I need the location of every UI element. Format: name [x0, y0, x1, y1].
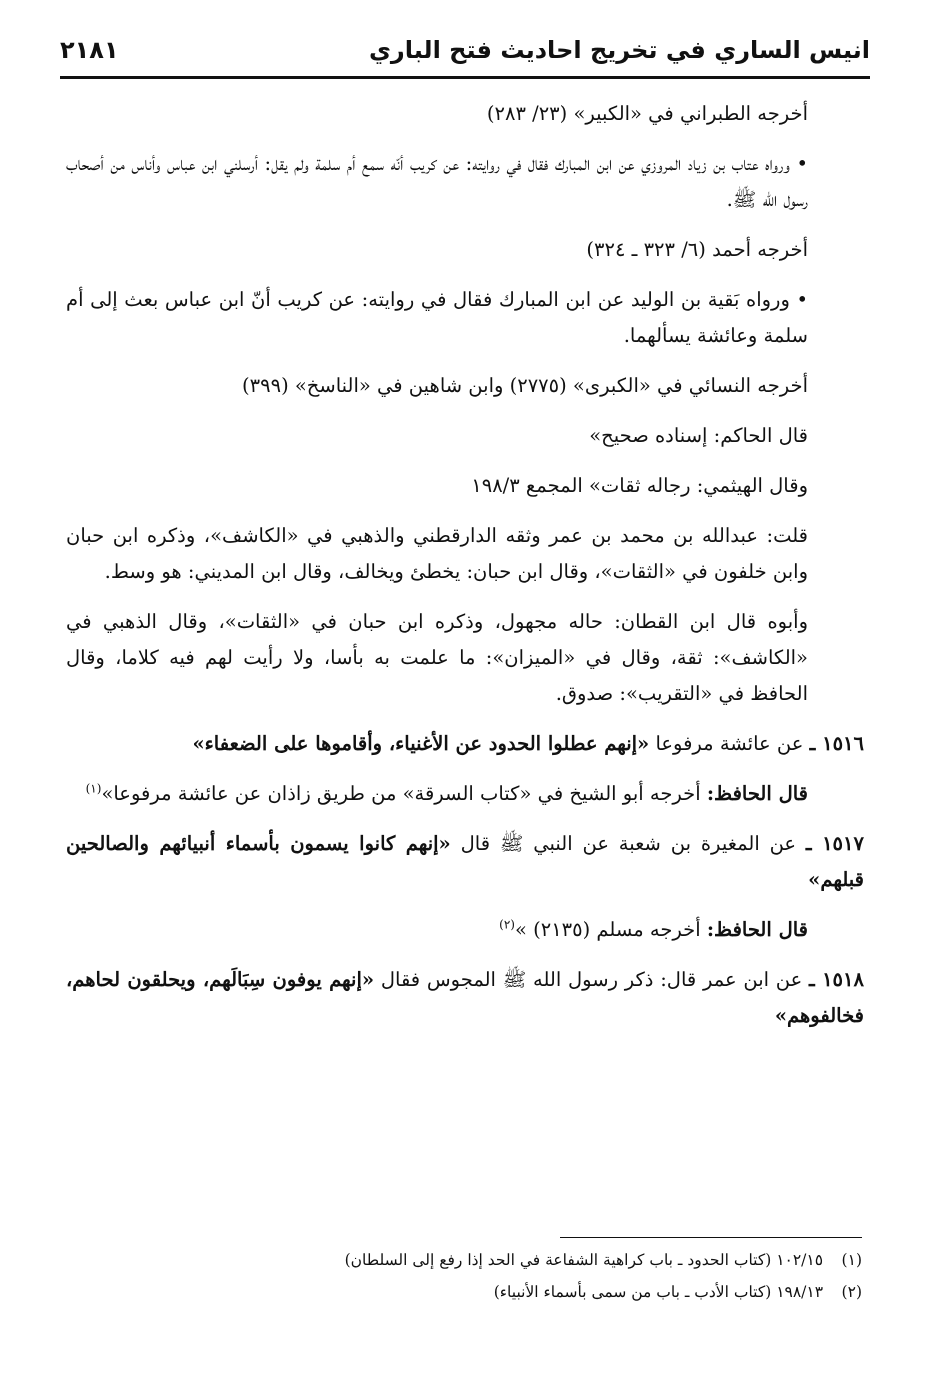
hadith-1517 — [66, 826, 864, 898]
page-body — [66, 96, 864, 1048]
hafiz-label: قال الحافظ: — [706, 918, 808, 941]
paragraph: وأبوه قال ابن القطان: حاله مجهول، وذكره ابن حبان في «الثقات»، وقال الذهبي في «الكاشف»: ثقة، وقال في «الميزان»: ما علمت به بأسا، ولا رأيت لهم فيه كلاما، وقال الحافظ في «التقريب»: صدوق. — [66, 610, 808, 705]
hadith-1516 — [66, 726, 864, 762]
hadith-text: عن ابن عمر قال: ذكر رسول الله ﷺ المجوس فقال — [380, 968, 803, 991]
footnote-marker: (١) — [841, 1251, 862, 1269]
page-header — [60, 30, 870, 74]
page-number: ٢١٨١ — [60, 36, 119, 64]
hadith-quote: «إنهم كانوا يسمون بأسماء أنبيائهم والصالحين قبلهم» — [66, 832, 864, 891]
footnote — [90, 1244, 862, 1276]
footnote-marker: (٢) — [841, 1283, 862, 1301]
paragraph: • ورواه بَقية بن الوليد عن ابن المبارك فقال في روايته: عن كريب أنّ ابن عباس بعث إلى أم سلمة وعائشة يسألهما. — [66, 288, 808, 347]
paragraph: أخرجه أحمد (٦/ ٣٢٣ ـ ٣٢٤) — [586, 238, 808, 261]
hafiz-note-1516 — [66, 776, 864, 812]
footnote-text: ١٩٨/١٣ (كتاب الأدب ـ باب من سمى بأسماء الأنبياء) — [493, 1283, 824, 1301]
paragraph: قال الحاكم: إسناده صحيح» — [589, 424, 808, 447]
paragraph: أخرجه الطبراني في «الكبير» (٢٣/ ٢٨٣) — [486, 102, 808, 125]
footnote-text: ١٠٢/١٥ (كتاب الحدود ـ باب كراهية الشفاعة في الحد إذا رفع إلى السلطان) — [344, 1251, 824, 1269]
footnote — [90, 1276, 862, 1308]
hadith-number: ١٥١٦ ـ — [809, 732, 864, 755]
paragraph: أخرجه النسائي في «الكبرى» (٢٧٧٥) وابن شاهين في «الناسخ» (٣٩٩) — [242, 374, 808, 397]
footnote-ref: (٢) — [499, 917, 515, 932]
hadith-quote: «إنهم عطلوا الحدود عن الأغنياء، وأقاموها على الضعفاء» — [192, 732, 650, 755]
footnotes — [90, 1244, 862, 1308]
hafiz-note-1517 — [66, 912, 864, 948]
paragraph: قلت: عبدالله بن محمد بن عمر وثقه الدارقطني والذهبي في «الكاشف»، وذكره ابن حبان وابن خلفون في «الثقات»، وقال ابن حبان: يخطئ ويخالف، وقال ابن المديني: هو وسط. — [66, 524, 808, 583]
hadith-number: ١٥١٨ ـ — [809, 968, 864, 991]
hafiz-text: أخرجه أبو الشيخ في «كتاب السرقة» من طريق زاذان عن عائشة مرفوعا» — [101, 782, 701, 805]
hadith-text: عن المغيرة بن شعبة عن النبي ﷺ قال — [460, 832, 797, 855]
hafiz-text: أخرجه مسلم (٢١٣٥) » — [514, 918, 701, 941]
paragraph: وقال الهيثمي: رجاله ثقات» المجمع ١٩٨/٣ — [471, 474, 808, 497]
footnote-rule — [560, 1237, 862, 1238]
running-title: انيس الساري في تخريج احاديث فتح الباري — [368, 36, 870, 64]
footnote-ref: (١) — [85, 781, 102, 796]
paragraph: • ورواه عتاب بن زياد المروزي عن ابن المبارك فقال في روايته: عن كريب أنّه سمع أم سلمة ولم يقل: أرسلني ابن عباس وأناس من أصحاب رسول الله ﷺ. — [66, 152, 808, 211]
hadith-text: عن عائشة مرفوعا — [655, 732, 804, 755]
header-rule — [60, 76, 870, 79]
hadith-quote: «إنهم يوفون سِبَالَهم، ويحلقون لحاهم، فخالفوهم» — [66, 968, 864, 1027]
hadith-1518 — [66, 962, 864, 1034]
hadith-number: ١٥١٧ ـ — [805, 832, 864, 855]
hafiz-label: قال الحافظ: — [706, 782, 808, 805]
